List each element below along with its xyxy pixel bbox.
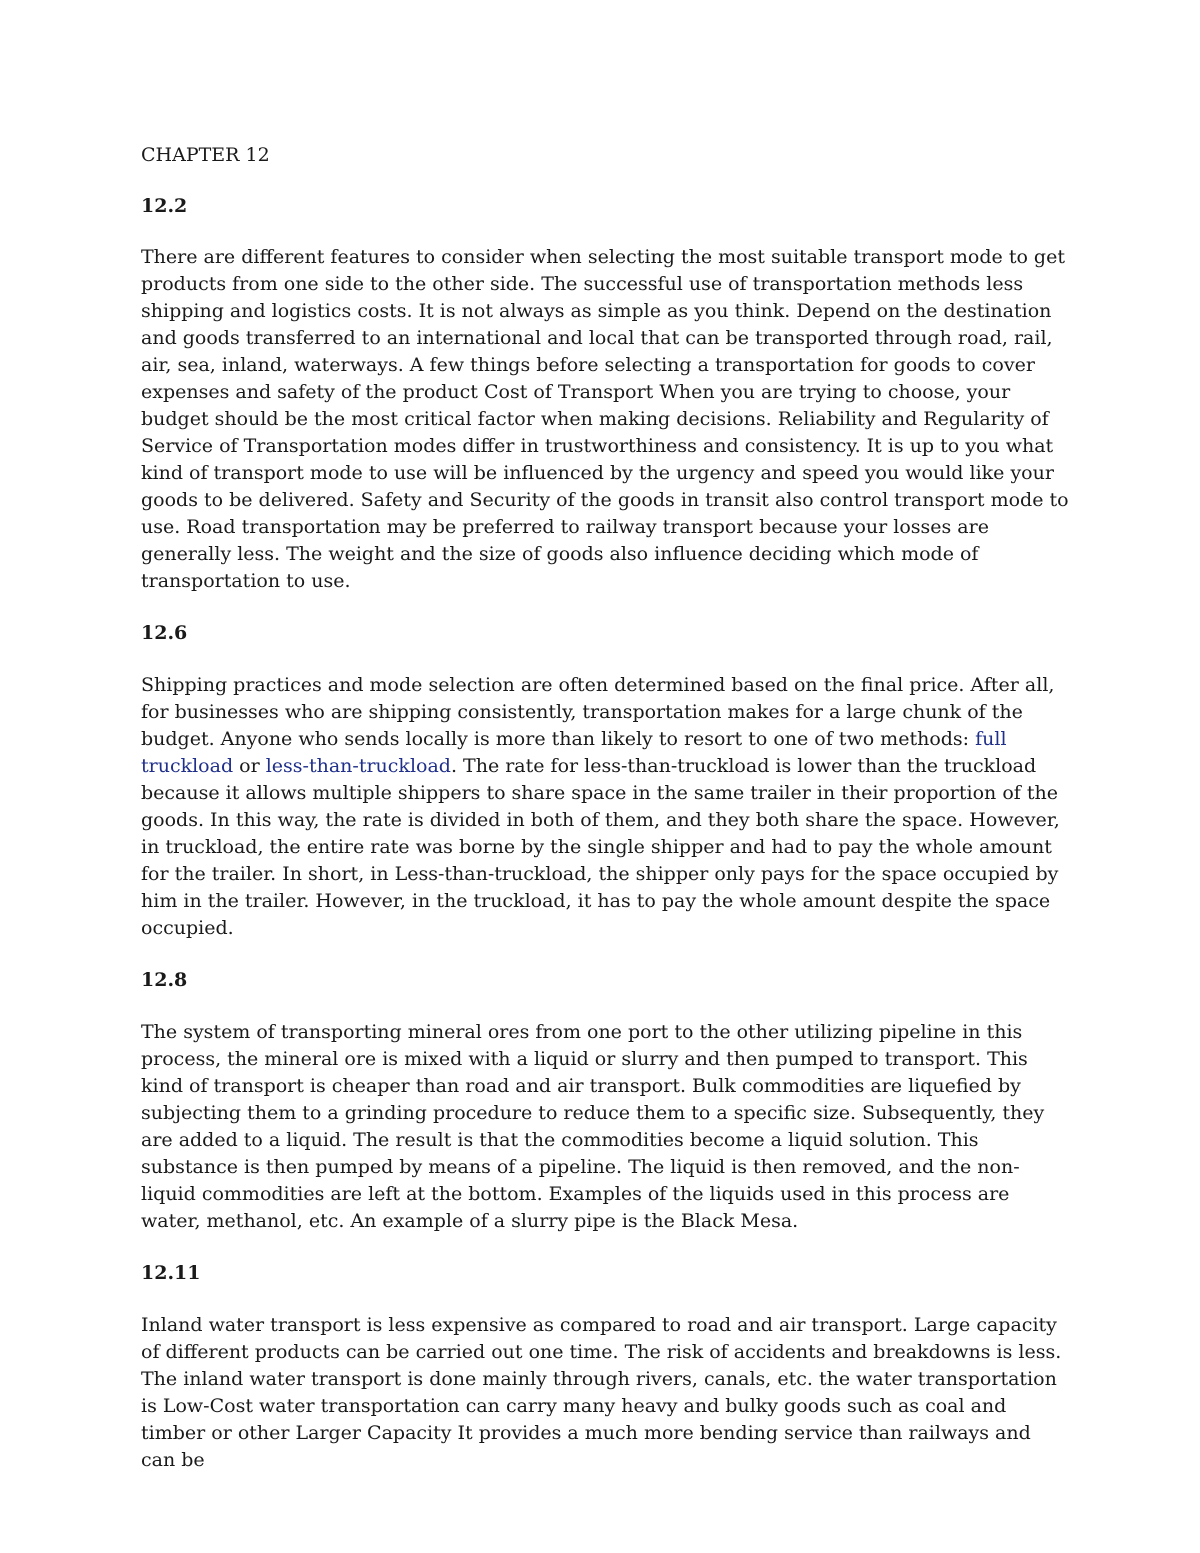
section-heading-12-8: 12.8	[141, 969, 188, 991]
paragraph-text-after-links: . The rate for less-than-truckload is lower than the truckload because it allows multiple shippers to share space in the same trailer in their proportion of the goods. In this way, the rate is divided in both of them, and they both share the space. However, in truckload, the entire rate was borne by the single shipper and had to pay the whole amount for the trailer. In short, in Less-than-truckload, the shipper only pays for the space occupied by him in the trailer. However, in the truckload, it has to pay the whole amount despite the space occupied.	[141, 755, 1060, 939]
chapter-title: CHAPTER 12	[141, 144, 270, 166]
section-heading-12-6: 12.6	[141, 622, 188, 644]
section-paragraph-12-11: Inland water transport is less expensive as compared to road and air transport. Large capacity of different products can be carried out one time. The risk of accidents and breakdowns is less. The inland water transport is done mainly through rivers, canals, etc. the water transportation is Low-Cost water transportation can carry many heavy and bulky goods such as coal and timber or other Larger Capacity It provides a much more bending service than railways and can be	[141, 1314, 1062, 1471]
paragraph-text-between-links: or	[233, 755, 266, 777]
section-paragraph-12-8: The system of transporting mineral ores from one port to the other utilizing pipeline in this process, the mineral ore is mixed with a liquid or slurry and then pumped to transport. This kind of transport is cheaper than road and air transport. Bulk commodities are liquefied by subjecting them to a grinding procedure to reduce them to a specific size. Subsequently, they are added to a liquid. The result is that the commodities become a liquid solution. This substance is then pumped by means of a pipeline. The liquid is then removed, and the non-liquid commodities are left at the bottom. Examples of the liquids used in this process are water, methanol, etc. An example of a slurry pipe is the Black Mesa.	[141, 1021, 1045, 1232]
document-body	[141, 142, 1071, 1474]
section-paragraph-12-6	[141, 672, 1071, 942]
section-heading-12-2: 12.2	[141, 195, 188, 217]
section-paragraph-12-2: There are different features to consider when selecting the most suitable transport mode to get products from one side to the other side. The successful use of transportation methods less shipping and logistics costs. It is not always as simple as you think. Depend on the destination and goods transferred to an international and local that can be transported through road, rail, air, sea, inland, waterways. A few things before selecting a transportation for goods to cover expenses and safety of the product Cost of Transport When you are trying to choose, your budget should be the most critical factor when making decisions. Reliability and Regularity of Service of Transportation modes differ in trustworthiness and consistency. It is up to you what kind of transport mode to use will be influenced by the urgency and speed you would like your goods to be delivered. Safety and Security of the goods in transit also control transport mode to use. Road transportation may be preferred to railway transport because your losses are generally less. The weight and the size of goods also influence deciding which mode of transportation to use.	[141, 246, 1069, 592]
section-heading-12-11: 12.11	[141, 1262, 201, 1284]
paragraph-text-before-links: Shipping practices and mode selection are often determined based on the final price. After all, for businesses who are shipping consistently, transportation makes for a large chunk of the budget. Anyone who sends locally is more than likely to resort to one of two methods:	[141, 674, 1055, 750]
less-than-truckload-link[interactable]: less-than-truckload	[265, 755, 451, 777]
full-truckload-link[interactable]: full truckload	[141, 728, 1007, 777]
